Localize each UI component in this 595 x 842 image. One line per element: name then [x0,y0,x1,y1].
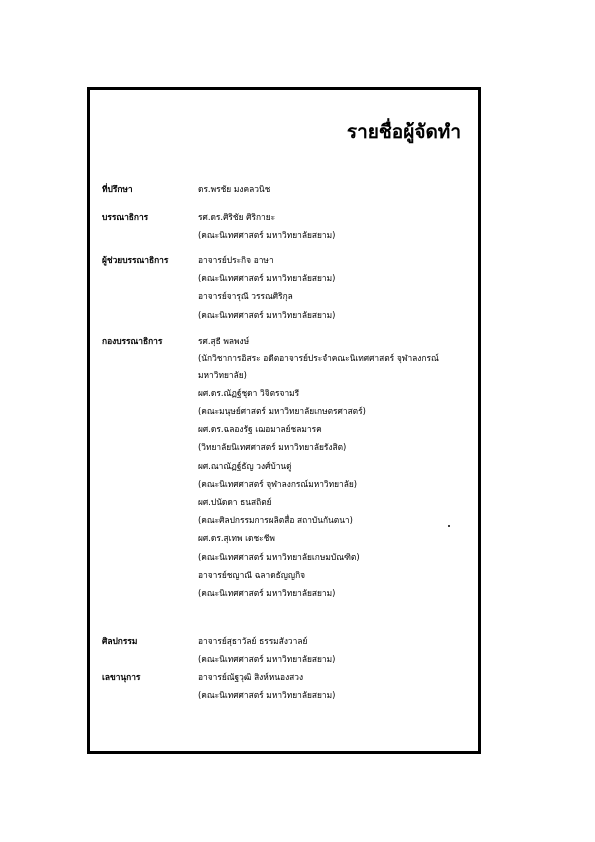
role-label: ศิลปกรรม [102,636,138,646]
member-affiliation: (คณะนิเทศศาสตร์ มหาวิทยาลัยสยาม) [198,654,336,665]
member-name: ผศ.ดร.ณัฏฐ์ชุดา วิจิตรจามรี [198,387,300,398]
member-affiliation: (คณะนิเทศศาสตร์ มหาวิทยาลัยสยาม) [198,309,336,320]
member-list [198,251,478,324]
page-title: รายชื่อผู้จัดทำ [346,121,461,143]
member-name: ผศ.ดร.สุเทพ เดชะชีพ [198,533,275,544]
member-name: รศ.สุธี พลพงษ์ [198,336,250,346]
member-affiliation: (คณะนิเทศศาสตร์ มหาวิทยาลัยเกษมบัณฑิต) [198,551,360,562]
member-affiliation: (คณะนิเทศศาสตร์ มหาวิทยาลัยสยาม) [198,230,336,241]
role-label: เลขานุการ [102,672,141,682]
member-list [198,632,478,668]
role-label: ผู้ช่วยบรรณาธิการ [102,255,169,265]
member-affiliation: (คณะมนุษย์ศาสตร์ มหาวิทยาลัยเกษตรศาสตร์) [198,406,366,416]
member-name: อาจารย์ณัฐวุฒิ สิงห์หนองสวง [198,672,304,682]
role-label: บรรณาธิการ [102,212,149,222]
stray-dot [448,525,450,527]
member-name: ผศ.ดร.ฉลองรัฐ เฌอมาลย์ชลมารค [198,424,322,435]
member-affiliation: (คณะนิเทศศาสตร์ มหาวิทยาลัยสยาม) [198,690,336,701]
member-affiliation: (คณะนิเทศศาสตร์ มหาวิทยาลัยสยาม) [198,588,336,599]
member-list [198,668,478,704]
member-affiliation: (คณะศิลปกรรมการผลิตสื่อ สถาบันกันตนา) [198,515,353,526]
role-label: กองบรรณาธิการ [102,336,163,346]
member-list [198,180,478,198]
member-name: อาจารย์ชญาณี ฉลาดธัญญกิจ [198,569,306,580]
member-affiliation: (นักวิชาการอิสระ อดีตอาจารย์ประจำคณะนิเทศศาสตร์ จุฬาลงกรณ์มหาวิทยาลัย) [198,353,439,380]
role-label: ที่ปรึกษา [102,184,133,194]
member-affiliation: (คณะนิเทศศาสตร์ มหาวิทยาลัยสยาม) [198,273,336,284]
member-name: อาจารย์สุธาวัลย์ ธรรมสังวาลย์ [198,636,308,646]
member-name: รศ.ดร.ศิริชัย ศิริกายะ [198,212,276,222]
member-affiliation: (วิทยาลัยนิเทศศาสตร์ มหาวิทยาลัยรังสิต) [198,442,347,453]
member-list [198,208,478,244]
member-name: อาจารย์จารุณี วรรณศิริกุล [198,291,293,302]
member-name: ผศ.ณาณัฏฐ์ธัญ วงศ์บ้านดู่ [198,460,292,471]
member-list [198,332,478,602]
page-frame [87,87,481,754]
member-name: ผศ.ปนัดดา ธนสถิตย์ [198,497,272,508]
member-affiliation: (คณะนิเทศศาสตร์ จุฬาลงกรณ์มหาวิทยาลัย) [198,478,358,489]
member-name: ดร.พรชัย มงคลวนิช [198,184,271,194]
member-name: อาจารย์ประกิจ อาษา [198,255,274,265]
